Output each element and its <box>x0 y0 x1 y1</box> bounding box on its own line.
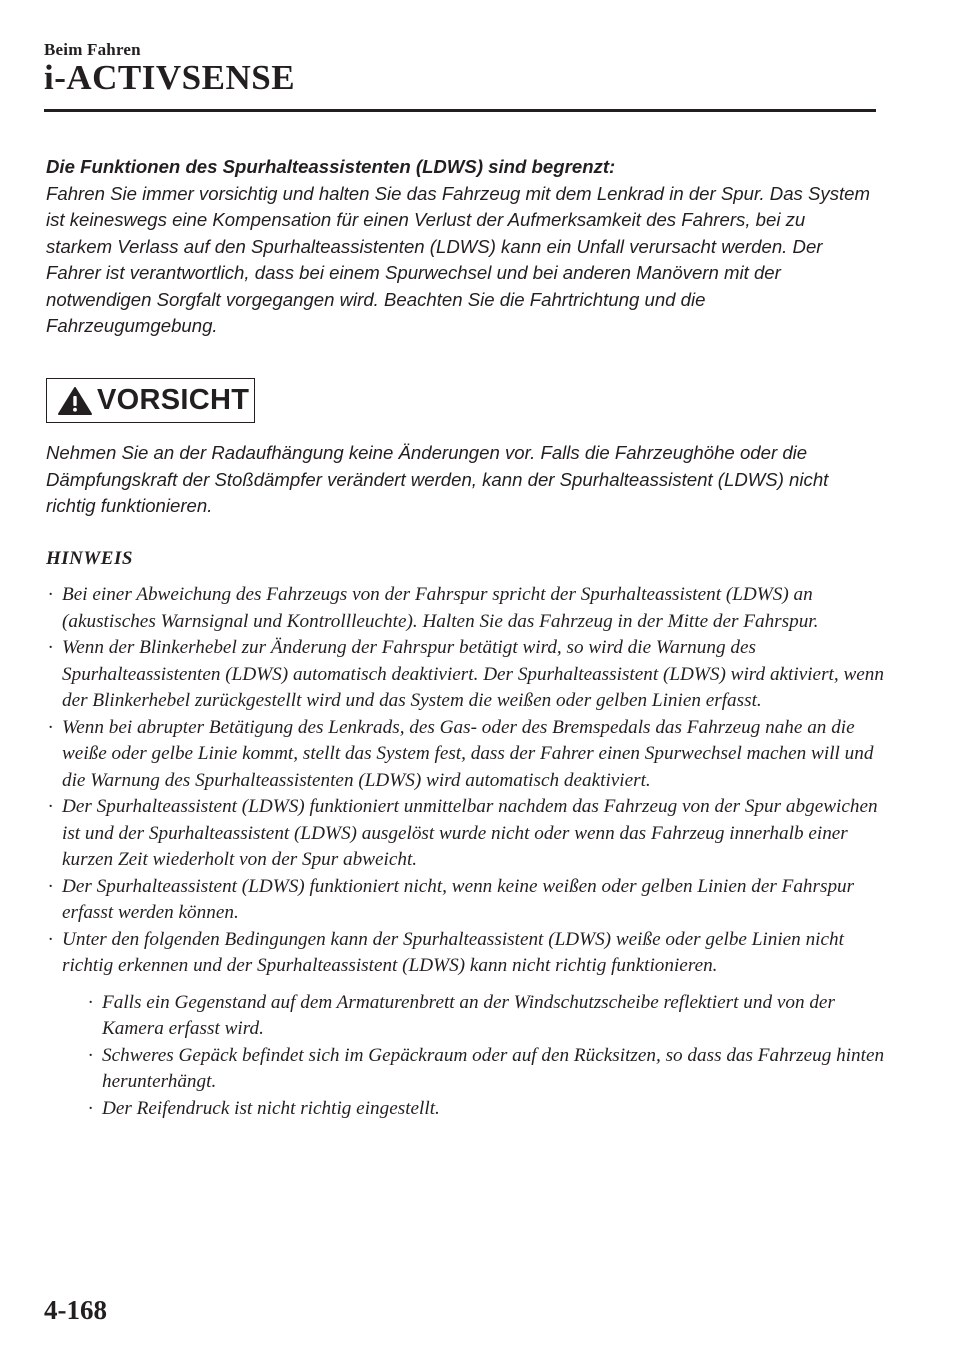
bullet-dot: · <box>48 928 53 950</box>
caution-label: VORSICHT <box>97 384 250 416</box>
bullet-dot: · <box>48 875 53 897</box>
warning-heading: Die Funktionen des Spurhalteassistenten (LDWS) sind begrenzt: <box>46 156 616 177</box>
list-item: · Der Spurhalteassistent (LDWS) funktioniert unmittelbar nachdem das Fahrzeug von der Spur abgewichen ist und der Spurhalteassistent (LDWS) ausgelöst wurde nicht oder wenn das Fahrzeug innerhalb einer kurzen Zeit wiederholt von der Spur abweicht. <box>48 796 878 870</box>
list-item: · Wenn bei abrupter Betätigung des Lenkrads, des Gas- oder des Bremspedals das Fahrzeug nahe an die weiße oder gelbe Linie kommt, stellt das System fest, dass der Fahrer einen Spurwechsel machen will und die Warnung des Spurhalteassistenten (LDWS) wird automatisch deaktiviert. <box>48 716 874 791</box>
bullet-dot: · <box>48 796 53 817</box>
caution-box <box>46 378 255 423</box>
page-number: 4-168 <box>44 1295 107 1325</box>
page-title: i-ACTIVSENSE <box>44 58 296 97</box>
bullet-dot: · <box>88 991 93 1013</box>
section-label: Beim Fahren <box>44 40 141 59</box>
warning-body: Fahren Sie immer vorsichtig und halten Sie das Fahrzeug mit dem Lenkrad in der Spur. Das System ist keineswegs eine Kompensation für einen Verlust der Aufmerksamkeit des Fahrers, bei zu starkem Verlass auf den Spurhalteassistenten (LDWS) kann ein Unfall verursacht werden. Der Fahrer ist verantwortlich, dass bei einem Spurwechsel und bei anderen Manövern mit der notwendigen Sorgfalt vorgegangen wird. Beachten Sie die Fahrtrichtung und die Fahrzeugumgebung. <box>46 182 871 336</box>
bullet-dot: · <box>48 716 53 738</box>
caution-body: Nehmen Sie an der Radaufhängung keine Änderungen vor. Falls die Fahrzeughöhe oder die Dämpfungskraft der Stoßdämpfer verändert werden, kann der Spurhalteassistent (LDWS) nicht richtig funktionieren. <box>46 442 829 516</box>
bullet-dot: · <box>88 1044 93 1066</box>
sub-list <box>62 990 886 1123</box>
bullet-dot: · <box>48 637 53 658</box>
bullet-dot: · <box>88 1097 93 1119</box>
warning-block <box>46 154 876 340</box>
list-item: · Unter den folgenden Bedingungen kann der Spurhalteassistent (LDWS) weiße oder gelbe Linien nicht richtig erkennen und der Spurhalteassistent (LDWS) kann nicht richtig funktionieren. · Falls ein Gegenstand auf dem Armaturenbrett an der Windschutzscheibe reflektiert und von der Kamera erfasst wird. · Schweres Gepäck befindet sich im Gepäckraum oder auf den Rücksitzen, so dass das Fahrzeug hinten herunterhängt. · Der Reifendruck ist nicht richtig eingestellt. <box>46 927 886 1123</box>
list-item: · Der Spurhalteassistent (LDWS) funktioniert nicht, wenn keine weißen oder gelben Linien der Fahrspur erfasst werden können. <box>48 875 855 923</box>
list-item: · Bei einer Abweichung des Fahrzeugs von der Fahrspur spricht der Spurhalteassistent (LDWS) an (akustisches Warnsignal und Kontrollleuchte). Halten Sie das Fahrzeug in der Mitte der Fahrspur. <box>48 584 819 632</box>
header-divider <box>44 109 876 112</box>
note-list <box>46 582 886 1122</box>
sub-list-item: · Falls ein Gegenstand auf dem Armaturenbrett an der Windschutzscheibe reflektiert und von der Kamera erfasst wird. <box>88 991 835 1039</box>
sub-list-item: · Schweres Gepäck befindet sich im Gepäckraum oder auf den Rücksitzen, so dass das Fahrzeug hinten herunterhängt. <box>88 1044 885 1092</box>
note-heading: HINWEIS <box>46 548 133 569</box>
list-item: · Wenn der Blinkerhebel zur Änderung der Fahrspur betätigt wird, so wird die Warnung des Spurhalteassistenten (LDWS) automatisch deaktiviert. Der Spurhalteassistent (LDWS) wird aktiviert, wenn der Blinkerhebel zurückgestellt wird und das System die weißen oder gelben Linien erfasst. <box>48 637 884 711</box>
sub-list-item: · Der Reifendruck ist nicht richtig eingestellt. <box>86 1096 886 1123</box>
warning-triangle-icon <box>57 386 93 416</box>
bullet-dot: · <box>48 584 53 605</box>
